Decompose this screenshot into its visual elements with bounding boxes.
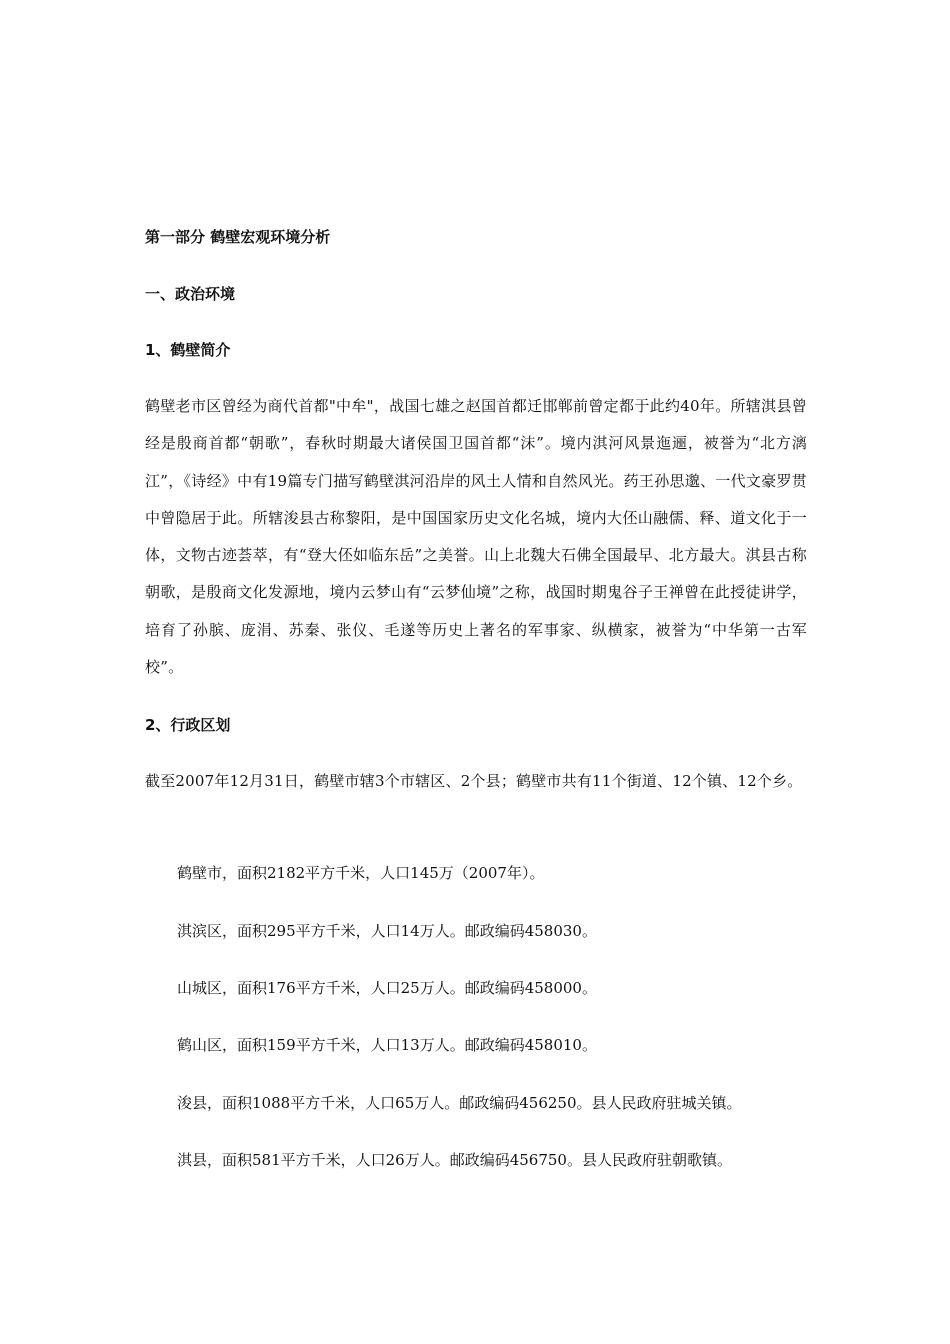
part-title: 第一部分 鹤壁宏观环境分析 xyxy=(145,228,331,246)
paragraph-hebi-intro: 鹤壁老市区曾经为商代首都"中牟"，战国七雄之赵国首都迁邯郸前曾定都于此约40年。所辖淇县曾经是殷商首都“朝歌”，春秋时期最大诸侯国卫国首都“沫”。境内淇河风景迤逦，被誉为“北方漓江”，《诗经》中有19篇专门描写鹤壁淇河沿岸的风土人情和自然风光。药王孙思邈、一代文豪罗贯中曾隐居于此。所辖浚县古称黎阳，是中国国家历史文化名城，境内大伾山融儒、释、道文化于一体，文物古迹荟萃，有“登大伾如临东岳”之美誉。山上北魏大石佛全国最早、北方最大。淇县古称朝歌，是殷商文化发源地，境内云梦山有“云梦仙境”之称，战国时期鬼谷子王禅曾在此授徒讲学，培育了孙膑、庞涓、苏秦、张仪、毛遂等历史上著名的军事家、纵横家，被誉为“中华第一古军校”。 xyxy=(145,397,807,677)
district-item: 鹤山区，面积159平方千米，人口13万人。邮政编码458010。 xyxy=(177,1036,597,1054)
district-item: 淇县，面积581平方千米，人口26万人。邮政编码456750。县人民政府驻朝歌镇。 xyxy=(177,1151,732,1169)
district-item: 浚县，面积1088平方千米，人口65万人。邮政编码456250。县人民政府驻城关镇。 xyxy=(177,1094,742,1112)
district-item: 淇滨区，面积295平方千米，人口14万人。邮政编码458030。 xyxy=(177,922,597,940)
paragraph-administrative-divisions: 截至2007年12月31日，鹤壁市辖3个市辖区、2个县；鹤壁市共有11个街道、12个镇、12个乡。 xyxy=(145,772,803,790)
subsection-title-hebi-intro: 1、鹤壁简介 xyxy=(145,341,231,359)
district-item: 山城区，面积176平方千米，人口25万人。邮政编码458000。 xyxy=(177,979,597,997)
section-title-political-environment: 一、政治环境 xyxy=(145,285,236,303)
district-item: 鹤壁市，面积2182平方千米，人口145万（2007年）。 xyxy=(177,864,545,882)
subsection-title-administrative-divisions: 2、行政区划 xyxy=(145,716,231,734)
